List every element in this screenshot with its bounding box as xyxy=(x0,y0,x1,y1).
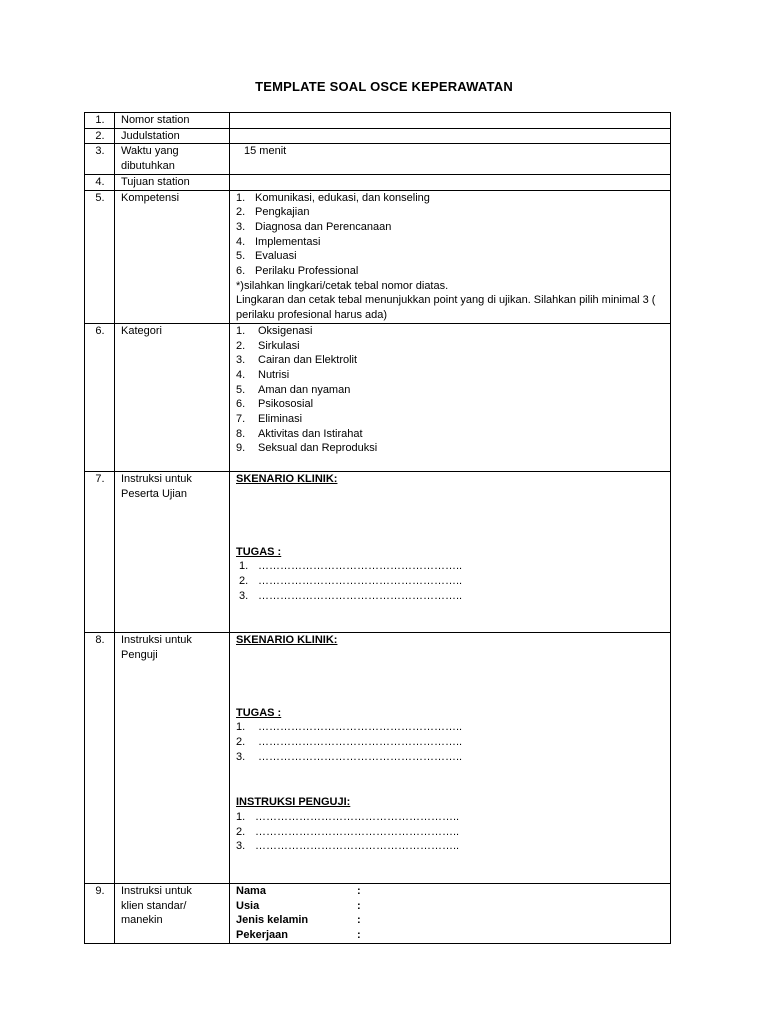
table-row xyxy=(85,883,671,943)
kompetensi-note: *)silahkan lingkari/cetak tebal nomor diatas. xyxy=(236,279,449,292)
row-label-line: klien standar/ xyxy=(121,899,187,912)
instruksi-peserta-cell[interactable] xyxy=(230,471,671,632)
list-item[interactable]: 2. Pengkajian xyxy=(236,206,310,219)
row-number: 8. xyxy=(85,632,115,883)
row-number: 5. xyxy=(85,190,115,323)
row-label: Tujuan station xyxy=(115,174,230,190)
klien-biodata-cell xyxy=(230,883,671,943)
list-item[interactable]: 4. Implementasi xyxy=(236,235,321,248)
table-row xyxy=(85,632,671,883)
row-label xyxy=(115,471,230,632)
list-item[interactable]: 5. Evaluasi xyxy=(236,250,297,263)
tujuan-station-field[interactable] xyxy=(230,174,671,190)
instruksi-penguji-cell[interactable] xyxy=(230,632,671,883)
row-number: 3. xyxy=(85,144,115,174)
list-item[interactable]: 1. Oksigenasi xyxy=(236,324,313,337)
row-number: 6. xyxy=(85,323,115,471)
nomor-station-field[interactable] xyxy=(230,113,671,129)
row-label-line: Instruksi untuk xyxy=(121,884,192,897)
list-item[interactable]: 2. ……………………………………………….. xyxy=(236,735,463,748)
kategori-list xyxy=(236,324,665,456)
list-item[interactable]: 9. Seksual dan Reproduksi xyxy=(236,442,378,455)
table-row xyxy=(85,190,671,323)
kategori-cell xyxy=(230,323,671,471)
list-item[interactable]: 3. ……………………………………………….. xyxy=(239,589,463,602)
row-label: Judulstation xyxy=(115,128,230,144)
list-item[interactable]: 1. ……………………………………………….. xyxy=(236,811,460,824)
list-item[interactable]: 5. Aman dan nyaman xyxy=(236,383,351,396)
list-item[interactable]: 4. Nutrisi xyxy=(236,368,290,381)
tugas-heading: TUGAS : xyxy=(236,545,282,558)
row-label-line: Waktu yang xyxy=(121,145,179,158)
row-label-line: dibutuhkan xyxy=(121,160,175,173)
tugas-list xyxy=(236,720,665,764)
instruksi-penguji-heading: INSTRUKSI PENGUJI: xyxy=(236,796,351,809)
table-row xyxy=(85,128,671,144)
tugas-list xyxy=(236,559,665,603)
table-row xyxy=(85,471,671,632)
list-item[interactable]: 8. Aktivitas dan Istirahat xyxy=(236,427,363,440)
instruksi-penguji-list xyxy=(236,810,665,854)
row-label: Kategori xyxy=(115,323,230,471)
waktu-value: 15 menit xyxy=(244,145,287,158)
row-number: 7. xyxy=(85,471,115,632)
list-item[interactable]: 6. Psikososial xyxy=(236,398,314,411)
list-item[interactable]: 3. ……………………………………………….. xyxy=(236,750,463,763)
usia-field[interactable]: Usia : xyxy=(236,899,361,912)
table-row xyxy=(85,113,671,129)
kompetensi-cell xyxy=(230,190,671,323)
row-label-line: Instruksi untuk xyxy=(121,633,192,646)
row-number: 1. xyxy=(85,113,115,129)
list-item[interactable]: 2. ……………………………………………….. xyxy=(236,825,460,838)
nama-field[interactable]: Nama : xyxy=(236,884,361,897)
kompetensi-instruction: Lingkaran dan cetak tebal menunjukkan point yang di ujikan. Silahkan pilih minimal 3 ( perilaku profesional harus ada) xyxy=(236,294,656,322)
skenario-heading: SKENARIO KLINIK: xyxy=(236,633,338,646)
table-row xyxy=(85,323,671,471)
table-row xyxy=(85,144,671,174)
row-label: Nomor station xyxy=(115,113,230,129)
list-item[interactable]: 1. ……………………………………………….. xyxy=(236,721,463,734)
row-label-line: Instruksi untuk xyxy=(121,472,192,485)
judul-station-field[interactable] xyxy=(230,128,671,144)
list-item[interactable]: 2. Sirkulasi xyxy=(236,339,300,352)
list-item[interactable]: 3. ……………………………………………….. xyxy=(236,840,460,853)
row-number: 4. xyxy=(85,174,115,190)
list-item[interactable]: 7. Eliminasi xyxy=(236,413,303,426)
list-item[interactable]: 1. ……………………………………………….. xyxy=(239,560,463,573)
row-label-line: Peserta Ujian xyxy=(121,487,188,500)
list-item[interactable]: 6. Perilaku Professional xyxy=(236,265,359,278)
list-item[interactable]: 1. Komunikasi, edukasi, dan konseling xyxy=(236,191,430,204)
list-item[interactable]: 3. Cairan dan Elektrolit xyxy=(236,354,358,367)
row-label xyxy=(115,883,230,943)
row-label xyxy=(115,632,230,883)
tugas-heading: TUGAS : xyxy=(236,706,282,719)
page-title: TEMPLATE SOAL OSCE KEPERAWATAN xyxy=(255,79,513,94)
table-row xyxy=(85,174,671,190)
row-label-line: Penguji xyxy=(121,648,158,661)
row-label-line: manekin xyxy=(121,914,163,927)
jenis-kelamin-field[interactable]: Jenis kelamin : xyxy=(236,914,361,927)
waktu-field[interactable] xyxy=(230,144,671,174)
osce-template-table xyxy=(84,112,671,944)
list-item[interactable]: 2. ……………………………………………….. xyxy=(239,574,463,587)
skenario-heading: SKENARIO KLINIK: xyxy=(236,472,338,485)
row-label: Kompetensi xyxy=(115,190,230,323)
row-label xyxy=(115,144,230,174)
kompetensi-list xyxy=(236,191,665,279)
list-item[interactable]: 3. Diagnosa dan Perencanaan xyxy=(236,220,392,233)
pekerjaan-field[interactable]: Pekerjaan : xyxy=(236,928,361,941)
row-number: 9. xyxy=(85,883,115,943)
row-number: 2. xyxy=(85,128,115,144)
